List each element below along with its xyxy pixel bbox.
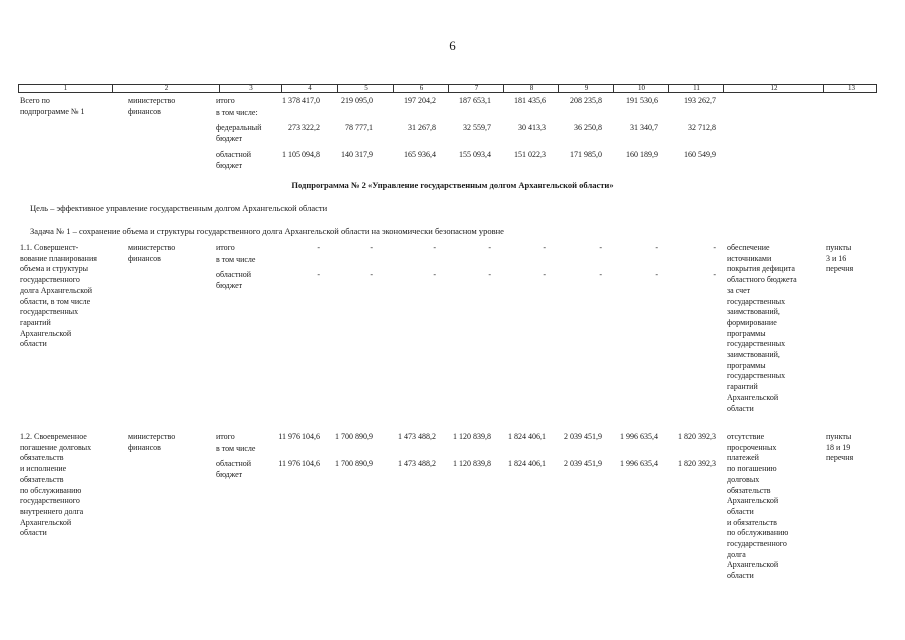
activity-name: области, в том числе bbox=[20, 296, 91, 306]
funding-value: 181 435,6 bbox=[514, 96, 546, 105]
activity-name: государственных bbox=[20, 307, 79, 317]
funding-value: - bbox=[655, 270, 658, 279]
funding-value: 273 322,2 bbox=[288, 123, 320, 132]
funding-value: 171 985,0 bbox=[570, 150, 602, 159]
funding-value: - bbox=[543, 243, 546, 252]
expected-result: заимствований, bbox=[727, 307, 780, 317]
funding-value: - bbox=[543, 270, 546, 279]
page-number: 6 bbox=[449, 38, 456, 53]
funding-value: 165 936,4 bbox=[404, 150, 436, 159]
activity-name: долга Архангельской bbox=[20, 285, 92, 295]
funding-value: 160 549,9 bbox=[684, 150, 716, 159]
funding-value: 1 824 406,1 bbox=[508, 432, 546, 441]
activity-name: объема и структуры bbox=[20, 264, 88, 274]
activity-name: Архангельской bbox=[20, 328, 72, 338]
expected-result: по обслуживанию bbox=[727, 528, 789, 538]
indicator-link: перечня bbox=[826, 453, 854, 463]
activity-name: государственного bbox=[20, 275, 80, 285]
activity-executor: финансов bbox=[128, 442, 161, 452]
total-row-name: Всего по bbox=[20, 96, 50, 105]
expected-result: долговых bbox=[727, 474, 760, 484]
indicator-link: пункты bbox=[826, 243, 852, 252]
funding-source-label: бюджет bbox=[216, 133, 243, 143]
funding-value: - bbox=[599, 243, 602, 252]
expected-result: за счет bbox=[727, 285, 751, 295]
expected-result: источниками bbox=[727, 253, 772, 263]
funding-value: 208 235,8 bbox=[570, 96, 602, 105]
funding-value: 1 820 392,3 bbox=[678, 459, 716, 468]
funding-source-label: итого bbox=[216, 96, 235, 105]
funding-value: - bbox=[433, 243, 436, 252]
activity-executor: министерство bbox=[128, 432, 176, 441]
total-row-executor: министерство bbox=[128, 96, 176, 105]
funding-value: - bbox=[317, 270, 320, 279]
funding-source-label: областной bbox=[216, 270, 252, 279]
funding-value: - bbox=[488, 243, 491, 252]
indicator-link: перечня bbox=[826, 264, 854, 274]
expected-result: долга bbox=[727, 549, 746, 559]
indicator-link: 18 и 19 bbox=[826, 442, 851, 452]
expected-result: программы bbox=[727, 360, 766, 370]
expected-result: Архангельской bbox=[727, 496, 779, 506]
activity-name: обязательств bbox=[20, 453, 64, 463]
funding-value: 1 378 417,0 bbox=[282, 96, 320, 105]
total-row-executor: финансов bbox=[128, 106, 161, 116]
funding-value: 155 093,4 bbox=[459, 150, 491, 159]
funding-value: 1 824 406,1 bbox=[508, 459, 546, 468]
expected-result: Архангельской bbox=[727, 560, 779, 570]
activity-name: области bbox=[20, 528, 47, 538]
funding-value: 1 120 839,8 bbox=[453, 432, 491, 441]
expected-result: платежей bbox=[727, 453, 759, 463]
funding-value: 1 473 488,2 bbox=[398, 459, 436, 468]
activity-name: гарантий bbox=[20, 317, 51, 327]
expected-result: государственного bbox=[727, 539, 787, 548]
funding-value: 1 473 488,2 bbox=[398, 432, 436, 441]
subprogram-task: Задача № 1 – сохранение объема и структуры государственного долга Архангельской области на экономически безопасном уровне bbox=[30, 226, 504, 236]
funding-value: - bbox=[317, 243, 320, 252]
funding-value: - bbox=[599, 270, 602, 279]
subprogram-goal: Цель – эффективное управление государственным долгом Архангельской области bbox=[30, 203, 328, 213]
funding-value: 1 120 839,8 bbox=[453, 459, 491, 468]
activity-name: погашение долговых bbox=[20, 442, 92, 452]
expected-result: государственных bbox=[727, 296, 786, 306]
header-cell: 13 bbox=[823, 85, 879, 92]
activity-name: Архангельской bbox=[20, 517, 72, 527]
funding-value: - bbox=[370, 243, 373, 252]
funding-value: 2 039 451,9 bbox=[564, 432, 602, 441]
activity-name: по обслуживанию bbox=[20, 485, 82, 495]
table-header-row bbox=[18, 84, 877, 93]
activity-name: области bbox=[20, 339, 47, 349]
funding-value: 31 340,7 bbox=[630, 123, 658, 132]
total-row-name: подпрограмме № 1 bbox=[20, 106, 85, 116]
header-cell: 12 bbox=[723, 85, 824, 92]
funding-source-label: федеральный bbox=[216, 123, 262, 132]
funding-source-label: бюджет bbox=[216, 160, 243, 170]
funding-source-label: в том числе: bbox=[216, 108, 258, 117]
funding-source-label: итого bbox=[216, 243, 235, 252]
funding-value: 197 204,2 bbox=[404, 96, 436, 105]
funding-source-label: бюджет bbox=[216, 469, 243, 479]
expected-result: гарантий bbox=[727, 382, 758, 392]
header-cell: 2 bbox=[112, 85, 220, 92]
funding-source-label: областной bbox=[216, 459, 252, 468]
expected-result: областного бюджета bbox=[727, 275, 797, 285]
expected-result: формирование bbox=[727, 317, 777, 327]
funding-value: 32 559,7 bbox=[463, 123, 491, 132]
expected-result: по погашению bbox=[727, 464, 777, 474]
expected-result: обязательств bbox=[727, 485, 771, 495]
funding-value: - bbox=[655, 243, 658, 252]
funding-value: 2 039 451,9 bbox=[564, 459, 602, 468]
funding-value: 32 712,8 bbox=[688, 123, 716, 132]
activity-name: обязательств bbox=[20, 474, 64, 484]
header-cell: 1 bbox=[63, 84, 68, 92]
expected-result: покрытия дефицита bbox=[727, 264, 795, 274]
funding-value: - bbox=[713, 270, 716, 279]
funding-value: 1 105 094,8 bbox=[282, 150, 320, 159]
expected-result: и обязательств bbox=[727, 517, 777, 527]
header-cell: 7 bbox=[448, 85, 504, 92]
expected-result: отсутствие bbox=[727, 432, 765, 441]
expected-result: заимствований, bbox=[727, 350, 780, 359]
funding-value: 160 189,9 bbox=[626, 150, 658, 159]
indicator-link: 3 и 16 bbox=[826, 253, 847, 263]
funding-value: 11 976 104,6 bbox=[278, 459, 320, 468]
activity-name: внутреннего долга bbox=[20, 506, 84, 516]
funding-value: - bbox=[370, 270, 373, 279]
activity-name: вование планирования bbox=[20, 253, 97, 263]
funding-value: 1 700 890,9 bbox=[335, 459, 373, 468]
funding-value: 1 996 635,4 bbox=[620, 459, 658, 468]
funding-value: 140 317,9 bbox=[341, 150, 373, 159]
header-cell: 8 bbox=[503, 85, 559, 92]
funding-value: 78 777,1 bbox=[345, 123, 373, 132]
funding-source-label: итого bbox=[216, 432, 235, 441]
header-cell: 3 bbox=[219, 85, 282, 92]
activity-name: 1.1. Совершенст- bbox=[20, 243, 79, 252]
expected-result: государственных bbox=[727, 371, 786, 381]
funding-value: 1 700 890,9 bbox=[335, 432, 373, 441]
header-cell: 4 bbox=[281, 85, 338, 92]
expected-result: области bbox=[727, 403, 754, 413]
funding-source-label: в том числе bbox=[216, 255, 256, 264]
header-cell: 6 bbox=[393, 85, 449, 92]
funding-value: 30 413,3 bbox=[518, 123, 546, 132]
funding-value: 11 976 104,6 bbox=[278, 432, 320, 441]
expected-result: области bbox=[727, 506, 754, 516]
expected-result: просроченных bbox=[727, 442, 777, 452]
expected-result: государственных bbox=[727, 339, 786, 349]
funding-value: 31 267,8 bbox=[408, 123, 436, 132]
expected-result: области bbox=[727, 571, 754, 581]
funding-value: 191 530,6 bbox=[626, 96, 658, 105]
funding-source-label: в том числе bbox=[216, 444, 256, 453]
expected-result: программы bbox=[727, 328, 766, 338]
header-cell: 10 bbox=[613, 85, 669, 92]
funding-value: 36 250,8 bbox=[574, 123, 602, 132]
header-cell: 9 bbox=[558, 85, 614, 92]
activity-executor: министерство bbox=[128, 243, 176, 252]
funding-source-label: бюджет bbox=[216, 280, 243, 290]
activity-name: и исполнение bbox=[20, 464, 67, 474]
activity-name: государственного bbox=[20, 496, 80, 506]
funding-value: 193 262,7 bbox=[684, 96, 716, 105]
funding-value: - bbox=[433, 270, 436, 279]
funding-source-label: областной bbox=[216, 150, 252, 159]
funding-value: 151 022,3 bbox=[514, 150, 546, 159]
funding-value: 187 653,1 bbox=[459, 96, 491, 105]
header-cell: 11 bbox=[668, 85, 724, 92]
funding-value: 1 820 392,3 bbox=[678, 432, 716, 441]
expected-result: обеспечение bbox=[727, 243, 770, 252]
subprogram-title: Подпрограмма № 2 «Управление государственным долгом Архангельской области» bbox=[291, 180, 614, 190]
header-cell: 5 bbox=[337, 85, 394, 92]
activity-name: 1.2. Своевременное bbox=[20, 432, 87, 441]
funding-value: - bbox=[713, 243, 716, 252]
funding-value: 1 996 635,4 bbox=[620, 432, 658, 441]
expected-result: Архангельской bbox=[727, 392, 779, 402]
funding-value: - bbox=[488, 270, 491, 279]
activity-executor: финансов bbox=[128, 253, 161, 263]
funding-value: 219 095,0 bbox=[341, 96, 373, 105]
indicator-link: пункты bbox=[826, 432, 852, 441]
